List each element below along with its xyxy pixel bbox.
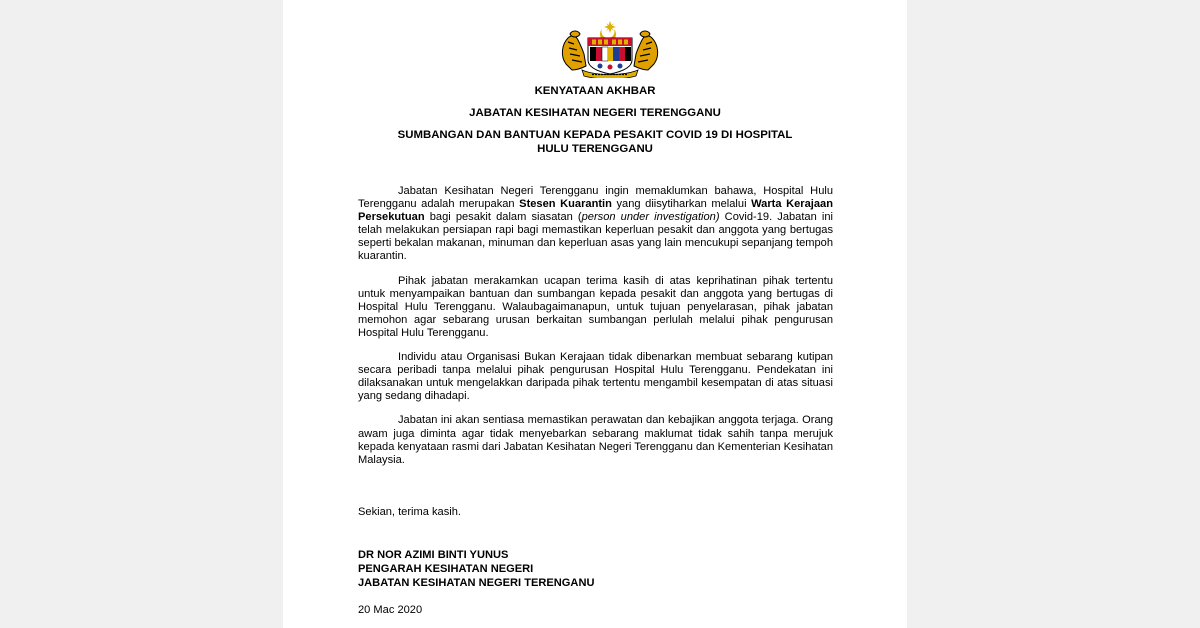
document-page — [283, 0, 907, 628]
document-body — [358, 185, 833, 478]
paragraph-2: Pihak jabatan merakamkan ucapan terima kasih di atas keprihatinan pihak tertentu untuk menyampaikan bantuan dan sumbangan kepada pesakit dan anggota yang bertugas di Hospital Hulu Terengganu. Walaubagaimanapun, untuk tujuan penyelarasan, pihak jabatan memohon agar sebarang urusan berkaitan sumbangan perlulah melalui pihak pengurusan Hospital Hulu Terengganu. — [358, 274, 833, 339]
title-line-2: HULU TERENGGANU — [537, 143, 653, 155]
paragraph-3: Individu atau Organisasi Bukan Kerajaan tidak dibenarkan membuat sebarang kutipan secara peribadi tanpa melalui pihak pengurusan Hospital Hulu Terengganu. Pendekatan ini dilaksanakan untuk mengelakkan daripada pihak tertentu mengambil kesempatan di atas situasi yang sedang dihadapi. — [358, 351, 833, 403]
paragraph-1-text-c: bagi pesakit dalam siasatan ( — [424, 211, 582, 224]
title-line-1: SUMBANGAN DAN BANTUAN KEPADA PESAKIT COVID 19 DI HOSPITAL — [397, 129, 793, 141]
document-date: 20 Mac 2020 — [358, 604, 423, 616]
signature-block — [358, 548, 594, 590]
paragraph-1 — [358, 185, 833, 264]
paragraph-1-italic: person under investigation) — [581, 211, 720, 224]
paragraph-1-bold-a: Stesen Kuarantin — [519, 198, 612, 211]
document-title — [283, 128, 907, 156]
paragraph-1-text-a: Jabatan Kesihatan Negeri Terengganu ingin memaklumkan bahawa, Hospital Hulu Terengganu adalah merupakan — [358, 185, 833, 211]
paragraph-4: Jabatan ini akan sentiasa memastikan perawatan dan kebajikan anggota terjaga. Orang awam juga diminta agar tidak menyebarkan sebarang maklumat tidak sahih tanpa merujuk kepada kenyataan rasmi dari Jabatan Kesihatan Negeri Terengganu dan Kementerian Kesihatan Malaysia. — [358, 414, 833, 466]
press-release-label: KENYATAAN AKHBAR — [534, 85, 656, 97]
signatory-name: DR NOR AZIMI BINTI YUNUS — [358, 549, 509, 561]
paragraph-1-text-d: Covid-19. Jabatan ini telah melakukan persiapan rapi bagi memastikan keperluan pesakit dan anggota yang bertugas seperti bekalan makanan, minuman dan keperluan asas yang lain mencukupi sepanjang tempoh kuarantin. — [358, 211, 833, 263]
malaysia-coat-of-arms-icon — [552, 20, 668, 78]
signatory-department: JABATAN KESIHATAN NEGERI TERENGANU — [358, 577, 595, 589]
paragraph-1-bold-b: Warta Kerajaan Persekutuan — [358, 198, 833, 224]
closing-text: Sekian, terima kasih. — [358, 506, 461, 518]
signatory-title: PENGARAH KESIHATAN NEGERI — [358, 563, 534, 575]
department-heading: JABATAN KESIHATAN NEGERI TERENGGANU — [469, 107, 721, 119]
paragraph-1-text-b: yang diisytiharkan melalui — [611, 198, 752, 211]
